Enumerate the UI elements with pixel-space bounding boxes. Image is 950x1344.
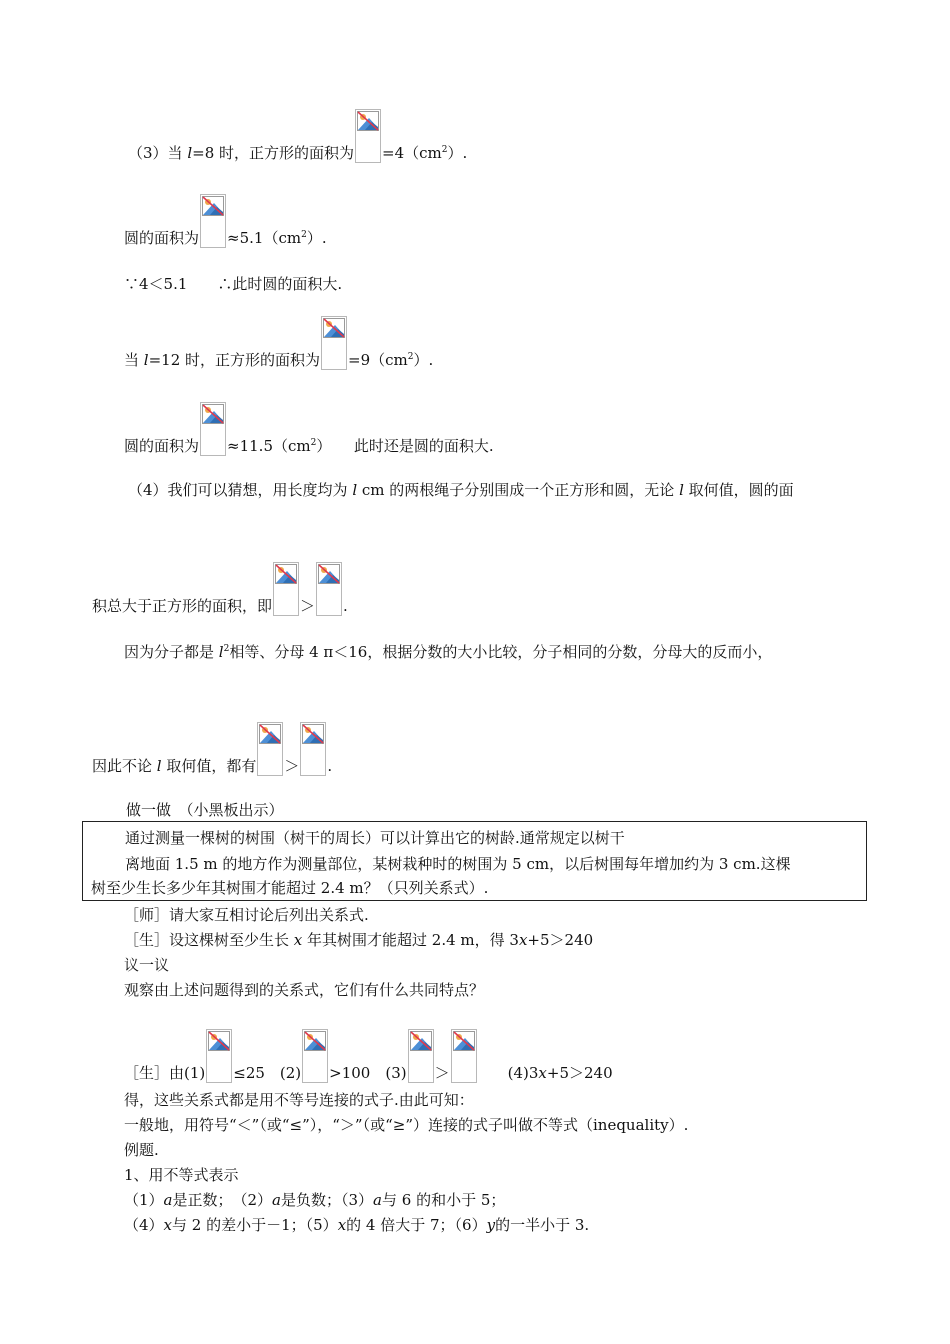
- text: ）.: [306, 229, 327, 247]
- do-it-heading: [126, 800, 284, 820]
- var-a: a: [272, 1191, 281, 1209]
- broken-image-icon: [257, 722, 283, 776]
- text: =8 时，正方形的面积为: [192, 144, 355, 162]
- var-l: l: [156, 757, 162, 775]
- var-l: l: [143, 351, 149, 369]
- text: 是负数；（3）: [281, 1191, 374, 1209]
- circle-area-line-2: [124, 402, 494, 456]
- text: 与 6 的和小于 5；: [382, 1191, 506, 1209]
- text: ）.: [447, 144, 468, 162]
- text: ＞: [300, 597, 316, 615]
- text: 年其树围才能超过 2.4 m，得 3: [302, 931, 519, 949]
- conclude-line: [124, 1090, 474, 1110]
- text: ） 此时还是圆的面积大.: [316, 437, 494, 455]
- text: （1）: [124, 1191, 164, 1209]
- exercise-row-1: [124, 1190, 505, 1210]
- broken-image-icon: [408, 1029, 434, 1083]
- text: 圆的面积为: [124, 437, 200, 455]
- text: （4）: [124, 1216, 164, 1234]
- var-x: x: [518, 931, 528, 949]
- text: +5＞240: [527, 931, 594, 949]
- box-line-2: [125, 854, 791, 874]
- text: ［生］由(1): [124, 1064, 206, 1082]
- broken-image-icon: [302, 1029, 328, 1083]
- student-line: [124, 930, 593, 950]
- text: 取何值，圆的面: [683, 481, 794, 499]
- superscript: 2: [441, 145, 448, 155]
- var-l: l: [679, 481, 684, 499]
- superscript: 2: [223, 644, 230, 654]
- text: >100 (3): [329, 1064, 407, 1082]
- text: ［师］请大家互相讨论后列出关系式.: [124, 906, 369, 924]
- var-x: x: [337, 1216, 347, 1234]
- section3-square-line: [128, 109, 467, 163]
- text: 当: [124, 351, 144, 369]
- superscript: 2: [407, 352, 414, 362]
- student-relations-line: [124, 1029, 613, 1083]
- text: ［生］设这棵树至少生长: [124, 931, 294, 949]
- text: =12 时，正方形的面积为: [148, 351, 321, 369]
- broken-image-icon: [200, 402, 226, 456]
- because-fraction-line: [124, 642, 772, 662]
- text: 一般地，用符号“＜”（或“≤”），“＞”（或“≥”）连接的式子叫做不等式（inequality）.: [124, 1116, 689, 1134]
- problem-box: [82, 821, 867, 901]
- text: 因为分子都是: [124, 643, 219, 661]
- text: 的 4 倍大于 7；（6）: [346, 1216, 487, 1234]
- text: ＞: [434, 1064, 450, 1082]
- definition-line: [124, 1115, 688, 1135]
- broken-image-icon: [300, 722, 326, 776]
- text: 积总大于正方形的面积，即: [92, 597, 273, 615]
- var-a: a: [163, 1191, 173, 1209]
- box-line-3: [91, 878, 488, 898]
- text: ）.: [413, 351, 434, 369]
- text: 通过测量一棵树的树围（树干的周长）可以计算出它的树龄.通常规定以树干: [125, 829, 625, 847]
- var-a: a: [373, 1191, 382, 1209]
- text: （3）当: [128, 144, 188, 162]
- text: ≈5.1（cm: [227, 229, 302, 247]
- var-l: l: [187, 144, 193, 162]
- text: cm 的两根绳子分别围成一个正方形和圆，无论: [357, 481, 680, 499]
- broken-image-icon: [200, 194, 226, 248]
- text: 议一议: [124, 956, 170, 974]
- text: 观察由上述问题得到的关系式，它们有什么共同特点？: [124, 981, 485, 999]
- text: .: [343, 597, 348, 615]
- broken-image-icon: [355, 109, 381, 163]
- exercise-1-heading: [124, 1165, 239, 1185]
- text: 离地面 1.5 m 的地方作为测量部位，某树栽种时的树围为 5 cm，以后树围每年增加约为 3 cm.这棵: [125, 855, 791, 873]
- discuss-heading: [124, 955, 169, 975]
- text: =4（cm: [382, 144, 442, 162]
- superscript: 2: [301, 230, 307, 240]
- when-l12-line: [124, 316, 433, 370]
- text: 得，这些关系式都是用不等号连接的式子.由此可知：: [124, 1091, 474, 1109]
- text: 的一半小于 3.: [495, 1216, 590, 1234]
- because-line: [124, 274, 342, 294]
- text: 做一做 （小黑板出示）: [126, 801, 284, 819]
- var-l: l: [218, 643, 224, 661]
- section4-line: [128, 480, 794, 500]
- text: 相等、分母 4 π＜16，根据分数的大小比较，分子相同的分数，分母大的反而小，: [229, 643, 773, 661]
- example-heading: [124, 1140, 159, 1160]
- text: 因此不论: [92, 757, 157, 775]
- teacher-line: [124, 905, 369, 925]
- var-l: l: [352, 481, 358, 499]
- superscript: 2: [310, 438, 317, 448]
- var-x: x: [293, 931, 303, 949]
- exercise-row-2: [124, 1215, 589, 1235]
- text: +5＞240: [546, 1064, 613, 1082]
- section4-continuation: [92, 562, 348, 616]
- broken-image-icon: [206, 1029, 232, 1083]
- therefore-line: [92, 722, 332, 776]
- text: 例题.: [124, 1141, 159, 1159]
- text: 1、用不等式表示: [124, 1166, 239, 1184]
- var-x: x: [538, 1064, 547, 1082]
- broken-image-icon: [451, 1029, 477, 1083]
- text: ∵4＜5.1 ∴此时圆的面积大.: [124, 275, 343, 293]
- text: ＞: [284, 757, 300, 775]
- broken-image-icon: [273, 562, 299, 616]
- text: ≤25 (2): [233, 1064, 302, 1082]
- broken-image-icon: [321, 316, 347, 370]
- text: =9（cm: [348, 351, 408, 369]
- text: （4）我们可以猜想，用长度均为: [128, 481, 353, 499]
- text: (4)3: [477, 1064, 539, 1082]
- broken-image-icon: [316, 562, 342, 616]
- text: 与 2 的差小于－1；（5）: [172, 1216, 338, 1234]
- text: 是正数； （2）: [172, 1191, 273, 1209]
- text: .: [327, 757, 333, 775]
- text: 圆的面积为: [124, 229, 200, 247]
- text: 取何值，都有: [161, 757, 257, 775]
- text: ≈11.5（cm: [227, 437, 311, 455]
- var-y: y: [486, 1216, 496, 1234]
- circle-area-line-1: [124, 194, 327, 248]
- text: 树至少生长多少年其树围才能超过 2.4 m？（只列关系式）.: [91, 879, 489, 897]
- observe-line: [124, 980, 484, 1000]
- var-x: x: [163, 1216, 173, 1234]
- box-line-1: [125, 828, 625, 848]
